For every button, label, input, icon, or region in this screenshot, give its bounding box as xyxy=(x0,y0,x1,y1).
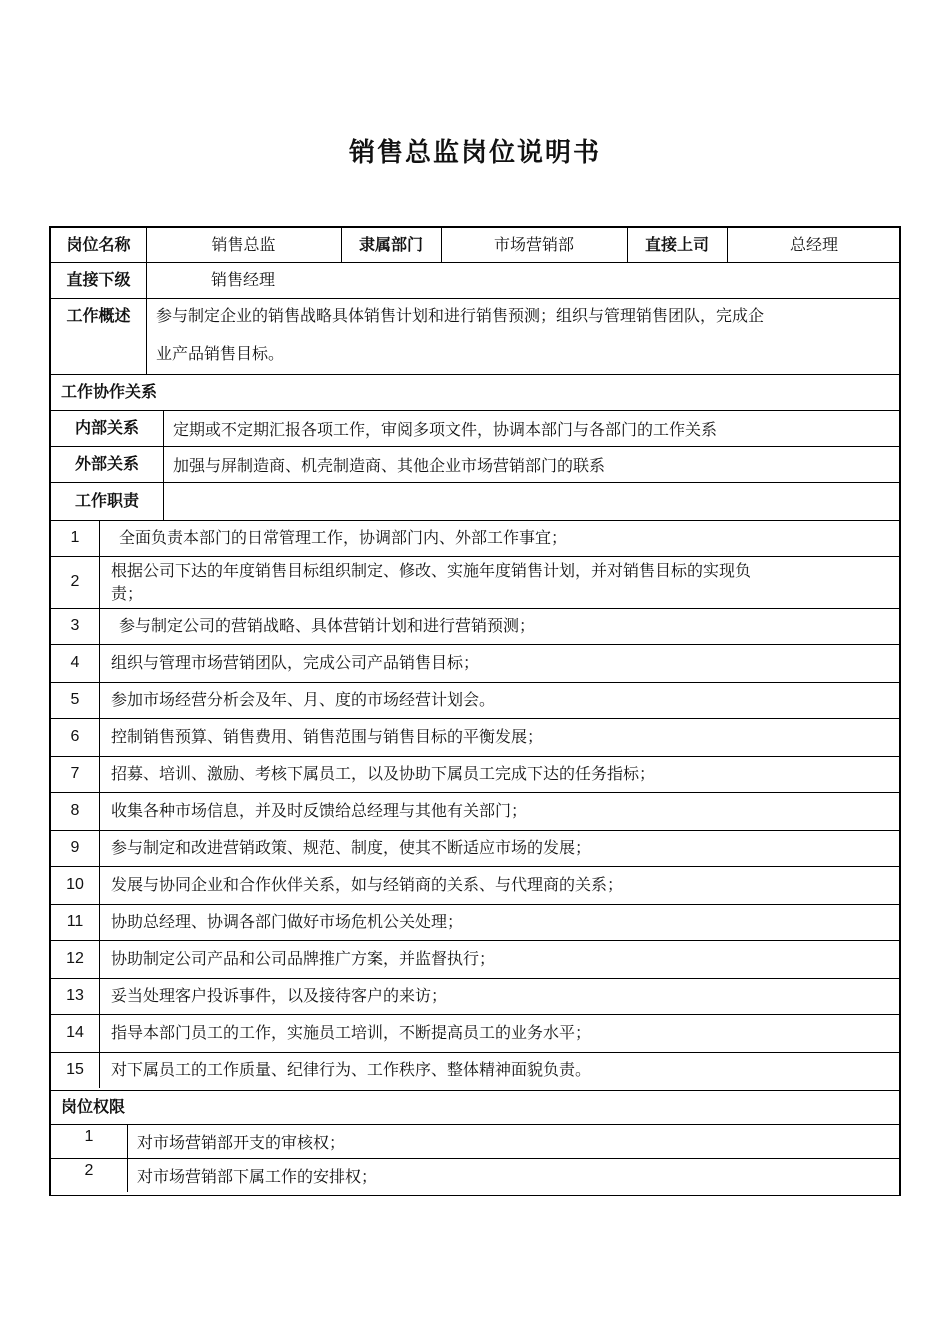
duty-row xyxy=(51,556,901,608)
duty-row xyxy=(51,866,901,904)
duty-row xyxy=(51,978,901,1014)
duty-row xyxy=(51,644,901,682)
external-value: 加强与屏制造商、机壳制造商、其他企业市场营销部门的联系 xyxy=(173,455,606,475)
authority-label: 岗位权限 xyxy=(61,1096,126,1116)
relations-section-label: 工作协作关系 xyxy=(61,381,158,401)
duty-text: 指导本部门员工的工作，实施员工培训，不断提高员工的业务水平； xyxy=(111,1022,592,1042)
duty-text: 协助总经理、协调各部门做好市场危机公关处理； xyxy=(111,911,464,931)
duty-row xyxy=(51,830,901,866)
duty-number: 13 xyxy=(66,986,84,1004)
duty-text: 参与制定公司的营销战略、具体营销计划和进行营销预测； xyxy=(119,615,536,635)
duty-number: 12 xyxy=(66,949,84,967)
superior-label: 直接上司 xyxy=(644,234,709,254)
overview-line-1: 参与制定企业的销售战略具体销售计划和进行销售预测；组织与管理销售团队，完成企 xyxy=(156,305,765,325)
duty-text: 对下属员工的工作质量、纪律行为、工作秩序、整体精神面貌负责。 xyxy=(111,1059,592,1079)
authority-text: 对市场营销部下属工作的安排权； xyxy=(137,1166,378,1186)
duty-number: 15 xyxy=(66,1060,84,1078)
duty-number: 5 xyxy=(70,690,80,708)
duty-text: 全面负责本部门的日常管理工作，协调部门内、外部工作事宜； xyxy=(119,527,568,547)
duty-row xyxy=(51,792,901,830)
dept-label: 隶属部门 xyxy=(358,234,423,254)
internal-value: 定期或不定期汇报各项工作，审阅多项文件，协调本部门与各部门的工作关系 xyxy=(173,419,718,439)
duty-row xyxy=(51,718,901,756)
duties-label: 工作职责 xyxy=(74,490,139,510)
duty-row xyxy=(51,520,901,556)
subordinate-label: 直接下级 xyxy=(66,269,131,289)
duty-row xyxy=(51,940,901,978)
overview-label: 工作概述 xyxy=(66,305,131,325)
duty-text: 收集各种市场信息，并及时反馈给总经理与其他有关部门； xyxy=(111,800,528,820)
superior-value: 总经理 xyxy=(789,234,838,254)
duty-number: 11 xyxy=(66,912,84,930)
duty-number: 10 xyxy=(66,875,84,893)
duty-text: 控制销售预算、销售费用、销售范围与销售目标的平衡发展； xyxy=(111,726,544,746)
duty-text: 招募、培训、激励、考核下属员工，以及协助下属员工完成下达的任务指标； xyxy=(111,763,656,783)
duty-number: 14 xyxy=(66,1023,84,1041)
overview-line-2: 业产品销售目标。 xyxy=(156,343,285,363)
page-title: 销售总监岗位说明书 xyxy=(348,138,601,168)
duty-number: 3 xyxy=(70,616,80,634)
authority-number: 1 xyxy=(84,1127,94,1145)
duty-text: 协助制定公司产品和公司品牌推广方案，并监督执行； xyxy=(111,948,496,968)
duty-text-continued: 责； xyxy=(111,584,144,603)
duty-row xyxy=(51,1014,901,1052)
duty-number: 8 xyxy=(70,801,80,819)
job-description-table xyxy=(49,226,901,1196)
duty-text: 妥当处理客户投诉事件，以及接待客户的来访； xyxy=(111,985,448,1005)
authority-number: 2 xyxy=(84,1161,94,1179)
authority-text: 对市场营销部开支的审核权； xyxy=(137,1132,346,1152)
duty-row xyxy=(51,608,901,644)
duty-number: 2 xyxy=(70,572,80,590)
duty-number: 7 xyxy=(70,764,80,782)
duty-row xyxy=(51,904,901,940)
duty-row xyxy=(51,682,901,718)
duty-text: 参加市场经营分析会及年、月、度的市场经营计划会。 xyxy=(111,689,496,709)
authority-row xyxy=(51,1158,901,1192)
authority-row xyxy=(51,1124,901,1158)
duty-text: 发展与协同企业和合作伙伴关系，如与经销商的关系、与代理商的关系； xyxy=(111,874,624,894)
duty-text: 根据公司下达的年度销售目标组织制定、修改、实施年度销售计划，并对销售目标的实现负 xyxy=(111,561,752,580)
position-value: 销售总监 xyxy=(211,234,276,254)
duty-row xyxy=(51,1052,901,1088)
duty-text: 参与制定和改进营销政策、规范、制度，使其不断适应市场的发展； xyxy=(111,837,592,857)
dept-value: 市场营销部 xyxy=(493,234,574,254)
position-label: 岗位名称 xyxy=(66,234,131,254)
subordinate-value: 销售经理 xyxy=(211,269,276,289)
duty-number: 1 xyxy=(70,528,80,546)
duty-number: 4 xyxy=(70,653,80,671)
external-label: 外部关系 xyxy=(74,453,139,473)
duty-row xyxy=(51,756,901,792)
duty-number: 9 xyxy=(70,838,80,856)
internal-label: 内部关系 xyxy=(74,417,139,437)
duty-text: 组织与管理市场营销团队，完成公司产品销售目标； xyxy=(111,652,480,672)
duty-number: 6 xyxy=(70,727,80,745)
